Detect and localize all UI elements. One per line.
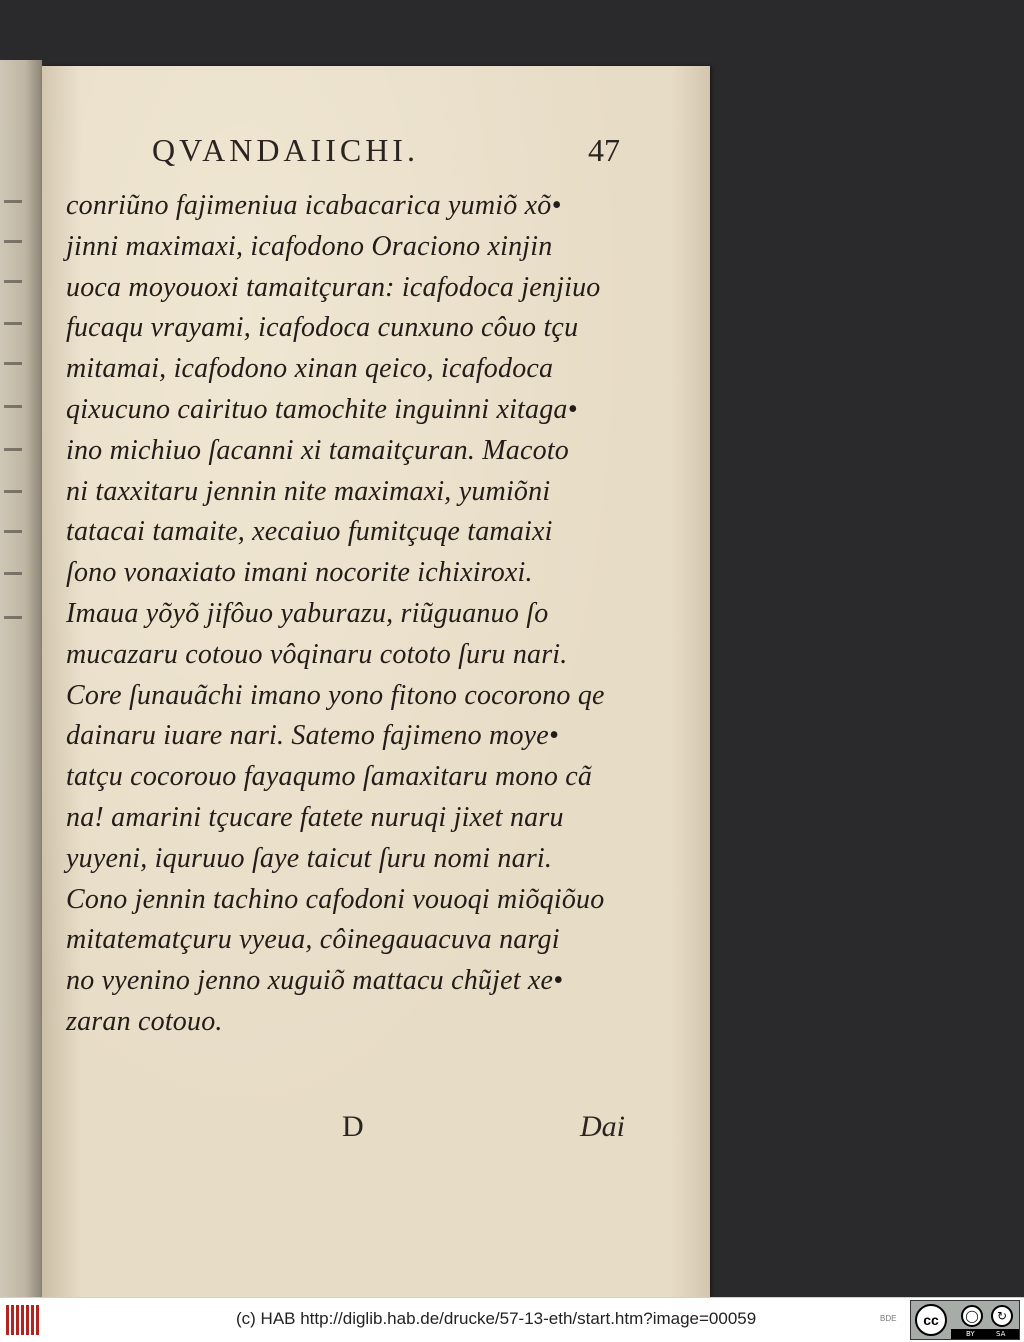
- copyright-link[interactable]: (c) HAB http://diglib.hab.de/drucke/57-13-eth/start.htm?image=00059: [236, 1309, 757, 1328]
- text-line: uoca moyouoxi tamaitçuran: icafodoca jenjiuo: [66, 271, 601, 303]
- license-strip: [951, 1329, 1019, 1339]
- running-title: QVANDAIICHI.: [152, 132, 419, 168]
- page-number: 47: [588, 132, 620, 168]
- text-line: dainaru iuare nari. Satemo fajimeno moye•: [66, 720, 559, 752]
- text-line: tatacai tamaite, xecaiuo fumitçuqe tamaixi: [66, 516, 553, 548]
- text-line: jinni maximaxi, icafodono Oraciono xinjin: [66, 230, 553, 262]
- viewer-footer: [0, 1297, 1024, 1342]
- text-line: mucazaru cotouo vôqinaru cototo ſuru nari.: [66, 638, 568, 670]
- text-line: mitatematçuru vyeua, côinegauacuva nargi: [66, 924, 560, 956]
- text-line: no vyenino jenno xuguiõ mattacu chũjet xe•: [66, 965, 564, 997]
- book-page: [42, 66, 710, 1297]
- catchword: Dai: [580, 1110, 625, 1143]
- signature-mark: D: [342, 1110, 364, 1143]
- text-line: Cono jennin tachino cafodoni vouoqi miõqiõuo: [66, 883, 605, 915]
- text-line: ni taxxitaru jennin nite maximaxi, yumiõni: [66, 475, 551, 507]
- cc-icon: cc: [915, 1304, 947, 1336]
- footer-mark: BDE: [880, 1314, 897, 1323]
- by-icon: ◯: [961, 1305, 983, 1327]
- sa-icon: ↻: [991, 1305, 1013, 1327]
- sa-label: SA: [996, 1330, 1006, 1338]
- text-line: na! amarini tçucare fatete nuruqi jixet naru: [66, 801, 564, 833]
- text-line: conriũno fajimeniua icabacarica yumiõ xõ•: [66, 190, 562, 221]
- text-line: Imaua yõyõ jifôuo yaburazu, riũguanuo ſo: [66, 597, 549, 629]
- text-line: Core ſunauãchi imano yono fitono cocorono qe: [66, 679, 605, 711]
- text-line: qixucuno cairituo tamochite inguinni xitaga•: [66, 393, 578, 425]
- text-line: yuyeni, iquruuo ſaye taicut ſuru nomi nari.: [66, 842, 553, 874]
- text-line: zaran cotouo.: [66, 1005, 223, 1037]
- text-line: mitamai, icafodono xinan qeico, icafodoca: [66, 353, 554, 385]
- text-block: [66, 186, 626, 1043]
- by-label: BY: [966, 1330, 975, 1338]
- cc-license-badge[interactable]: [910, 1300, 1020, 1340]
- facing-page-edge: [0, 60, 42, 1297]
- text-line: fucaqu vrayami, icafodoca cunxuno côuo tçu: [66, 312, 579, 344]
- hab-logo-icon: [6, 1305, 42, 1335]
- text-line: tatçu cocorouo fayaqumo ſamaxitaru mono cã: [66, 761, 593, 793]
- text-line: ſono vonaxiato imani nocorite ichixiroxi.: [66, 557, 533, 589]
- text-line: ino michiuo ſacanni xi tamaitçuran. Macoto: [66, 434, 569, 466]
